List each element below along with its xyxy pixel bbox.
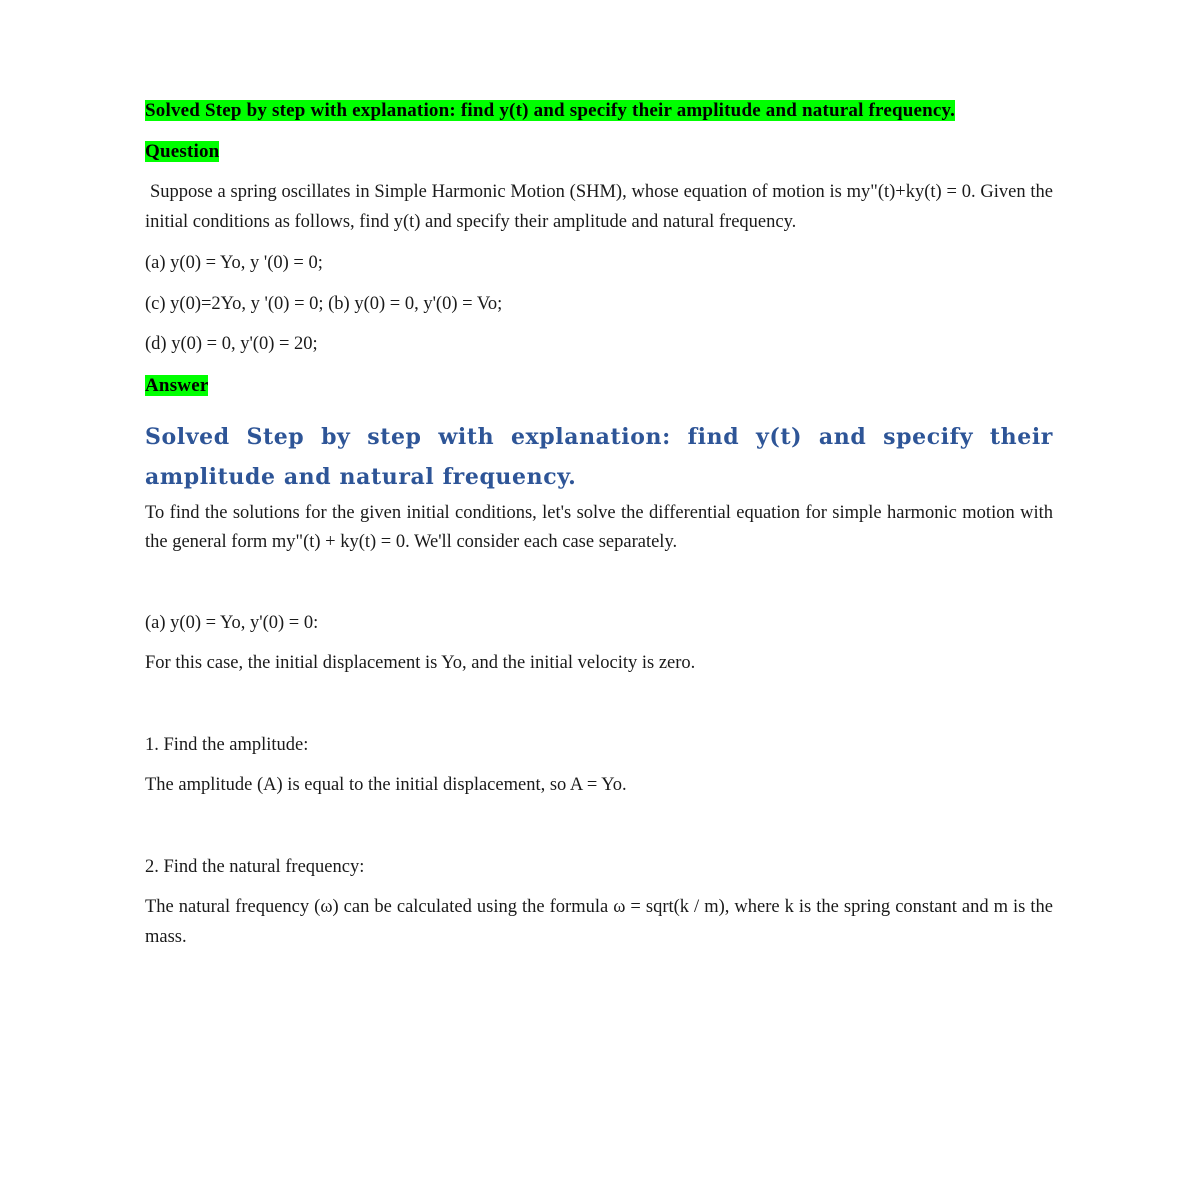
document-page (145, 96, 1053, 952)
question-case-d: (d) y(0) = 0, y'(0) = 20; (145, 334, 318, 354)
question-case-a: (a) y(0) = Yo, y '(0) = 0; (145, 253, 323, 273)
step1-text: The amplitude (A) is equal to the initial displacement, so A = Yo. (145, 775, 627, 795)
step2-text: The natural frequency (ω) can be calculated using the formula ω = sqrt(k / m), where k is the spring constant and m is the mass. (145, 897, 1053, 947)
document-title (145, 96, 1053, 126)
step1-heading: 1. Find the amplitude: (145, 734, 309, 755)
answer-label (145, 371, 1053, 401)
answer-heading: Solved Step by step with explanation: find y(t) and specify their amplitude and natural frequency. (145, 423, 1053, 490)
question-label-text: Question (145, 141, 220, 162)
case-a-heading: (a) y(0) = Yo, y'(0) = 0: (145, 612, 319, 633)
question-label (145, 137, 1053, 167)
step2-heading: 2. Find the natural frequency: (145, 856, 365, 877)
question-case-c-b: (c) y(0)=2Yo, y '(0) = 0; (b) y(0) = 0, y'(0) = Vo; (145, 293, 503, 314)
answer-intro: To find the solutions for the given initial conditions, let's solve the differential equation for simple harmonic motion with the general form my"(t) + ky(t) = 0. We'll consider each case separately. (145, 502, 1053, 552)
document-title-text: Solved Step by step with explanation: find y(t) and specify their amplitude and natural frequency. (145, 100, 956, 121)
case-a-text: For this case, the initial displacement is Yo, and the initial velocity is zero. (145, 653, 696, 673)
question-intro: Suppose a spring oscillates in Simple Harmonic Motion (SHM), whose equation of motion is my"(t)+ky(t) = 0. Given the initial conditions as follows, find y(t) and specify their amplitude and natural frequency. (145, 182, 1053, 232)
answer-label-text: Answer (145, 374, 209, 396)
